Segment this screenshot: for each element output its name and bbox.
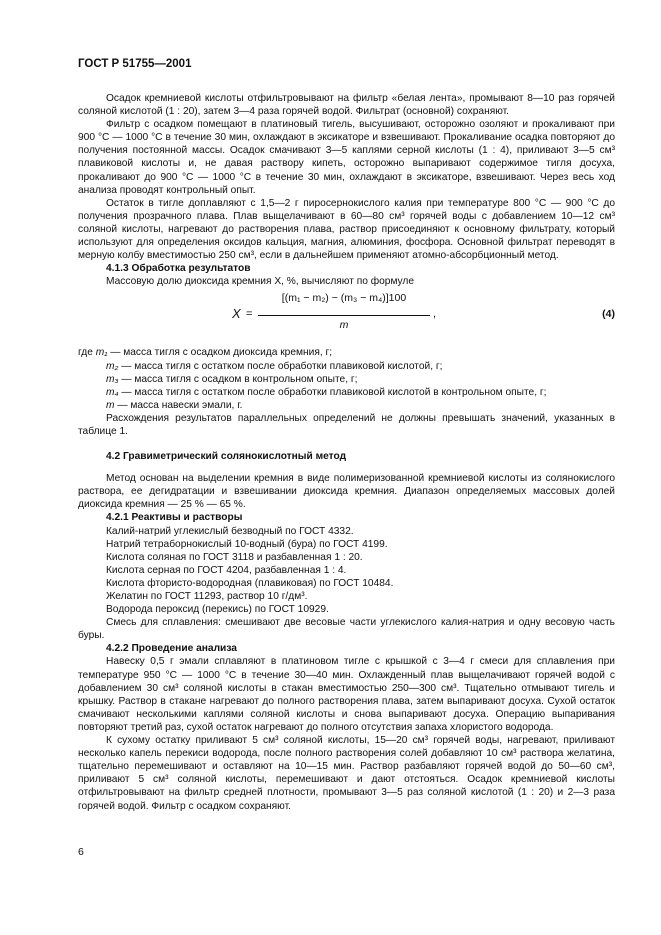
formula-comma: ,: [433, 308, 437, 321]
paragraph: Массовую долю диоксида кремния X, %, вычисляют по формуле: [106, 276, 415, 288]
formula-equals: =: [246, 308, 253, 321]
legend-text: — масса навески эмали, г.: [114, 399, 243, 411]
paragraph: Смесь для сплавления: смешивают две весовые части углекислого калия-натрия и одну весовую часть буры.: [78, 617, 615, 642]
reagent-item: Водорода пероксид (перекись) по ГОСТ 10929.: [106, 604, 329, 616]
page-number: 6: [78, 846, 84, 858]
paragraph: Остаток в тигле доплавляют с 1,5—2 г пиросернокислого калия при температуре 800 °С — 900 °С до получения прозрачного плава. Плав выщелачивают в 60—80 см³ горячей воды с добавлением 10—12 см³ соляной кислоты, нагревают до растворения плава, раствор присоединяют к основному фильтрату, который используют для определения оксидов кальция, магния, алюминия, фосфора. Основной фильтрат переводят в мерную колбу вместимостью 250 см³, если в дальнейшем применяют атомно-абсорбционный метод.: [78, 197, 615, 262]
formula-4: [78, 292, 615, 342]
reagent-item: Кислота серная по ГОСТ 4204, разбавленная 1 : 4.: [106, 564, 347, 576]
paragraph: Расхождения результатов параллельных определений не должны превышать значений, указанных в таблице 1.: [78, 412, 615, 437]
paragraph: Осадок кремниевой кислоты отфильтровывают на фильтр «белая лента», промывают 8—10 раз горячей соляной кислотой (1 : 20), затем 3—4 раза горячей водой. Фильтрат (основной) сохраняют.: [78, 93, 615, 118]
section-heading-4-1-3: 4.1.3 Обработка результатов: [106, 263, 251, 275]
section-heading-4-2-2: 4.2.2 Проведение анализа: [106, 643, 237, 655]
legend-symbol: m₂: [106, 360, 119, 372]
formula-numerator: [(m₁ − m₂) − (m₃ − m₄)]100: [281, 292, 407, 305]
legend-row: [78, 386, 615, 399]
legend-text: — масса тигля с осадком диоксида кремния, г;: [107, 347, 333, 359]
reagent-item: Натрий тетраборнокислый 10-водный (бура) по ГОСТ 4199.: [106, 538, 388, 550]
formula-denominator: m: [339, 319, 349, 332]
page-content: [78, 92, 615, 813]
reagent-item: Калий-натрий углекислый безводный по ГОСТ 4332.: [106, 525, 354, 537]
legend-symbol: m₄: [106, 386, 119, 398]
formula-number: (4): [602, 308, 615, 321]
reagent-item: Желатин по ГОСТ 11293, раствор 10 г/дм³.: [106, 591, 308, 602]
reagent-item: Кислота фтористо-водородная (плавиковая) по ГОСТ 10484.: [106, 577, 394, 589]
legend-prefix: где: [78, 347, 96, 359]
formula-lhs: X: [232, 306, 241, 322]
formula-legend: [78, 346, 615, 411]
document-header: ГОСТ Р 51755—2001: [78, 58, 192, 70]
legend-symbol: m: [106, 399, 115, 411]
legend-row: [78, 360, 615, 373]
section-heading-4-2-1: 4.2.1 Реактивы и растворы: [106, 512, 243, 524]
paragraph: Навеску 0,5 г эмали сплавляют в платиновом тигле с крышкой с 3—4 г смеси для сплавления при температуре 950 °С — 1000 °С в течение 30—40 мин. Охлажденный плав выщелачивают горячей водой с добавлением 30 см³ соляной кислоты в стакан вместимостью 250—300 см³. Тщательно отмывают тигель и крышку. Раствор в стакане нагревают до полного растворения плава, затем выпаривают досуха. Сухой остаток смачивают несколькими каплями соляной кислоты и снова выпаривают досуха. Операцию выпаривания повторяют третий раз, сухой остаток нагревают до полного отсутствия запаха хлористого водорода.: [78, 656, 615, 733]
section-heading-4-2: 4.2 Гравиметрический солянокислотный метод: [106, 451, 347, 463]
legend-text: — масса тигля с остатком после обработки плавиковой кислотой в контрольном опыте, г;: [118, 386, 547, 398]
paragraph: Фильтр с осадком помещают в платиновый тигель, высушивают, осторожно озоляют и прокаливают при 900 °С — 1000 °С в течение 30 мин, охлаждают в эксикаторе и взвешивают. Прокаливание осадка повторяют до получения постоянной массы. Осадок смачивают 3—5 каплями серной кислоты (1 : 4), приливают 3—5 см³ плавиковой кислоты и, не давая раствору кипеть, осторожно выпаривают содержимое тигля досуха, прокаливают до 900 °С — 1000 °С в течение 30 мин, охлаждают в эксикаторе, взвешивают. Через весь ход анализа проводят контрольный опыт.: [78, 119, 615, 196]
fraction-bar: [258, 315, 430, 316]
paragraph: Метод основан на выделении кремния в виде полимеризованной кремниевой кислоты из солянокислого раствора, ее дегидратации и взвешивании диоксида кремния. Диапазон определяемых массовых долей диоксида кремния — 25 % — 65 %.: [78, 473, 615, 511]
reagent-item: Кислота соляная по ГОСТ 3118 и разбавленная 1 : 20.: [106, 551, 363, 563]
paragraph: К сухому остатку приливают 5 см³ соляной кислоты, 15—20 см³ горячей воды, нагревают, приливают несколько капель перекиси водорода, после полного растворения солей добавляют 10 см³ раствора желатина, тщательно перемешивают и оставляют на 10—15 мин. Раствор разбавляют горячей водой до 50—60 см³, приливают 5 см³ соляной кислоты, перемешивают и дают отстояться. Осадок кремниевой кислоты отфильтровывают на фильтр средней плотности, промывают 3—5 раз соляной кислотой (1 : 20) и 2—3 раза горячей водой. Фильтр с осадком сохраняют.: [78, 735, 615, 812]
legend-row: [78, 399, 615, 412]
legend-symbol: m₁: [95, 347, 108, 359]
legend-symbol: m₃: [106, 373, 119, 385]
legend-row: [78, 346, 615, 359]
legend-text: — масса тигля с остатком после обработки плавиковой кислотой, г;: [118, 360, 443, 372]
legend-row: [78, 373, 615, 386]
legend-text: — масса тигля с осадком в контрольном опыте, г;: [118, 373, 358, 385]
